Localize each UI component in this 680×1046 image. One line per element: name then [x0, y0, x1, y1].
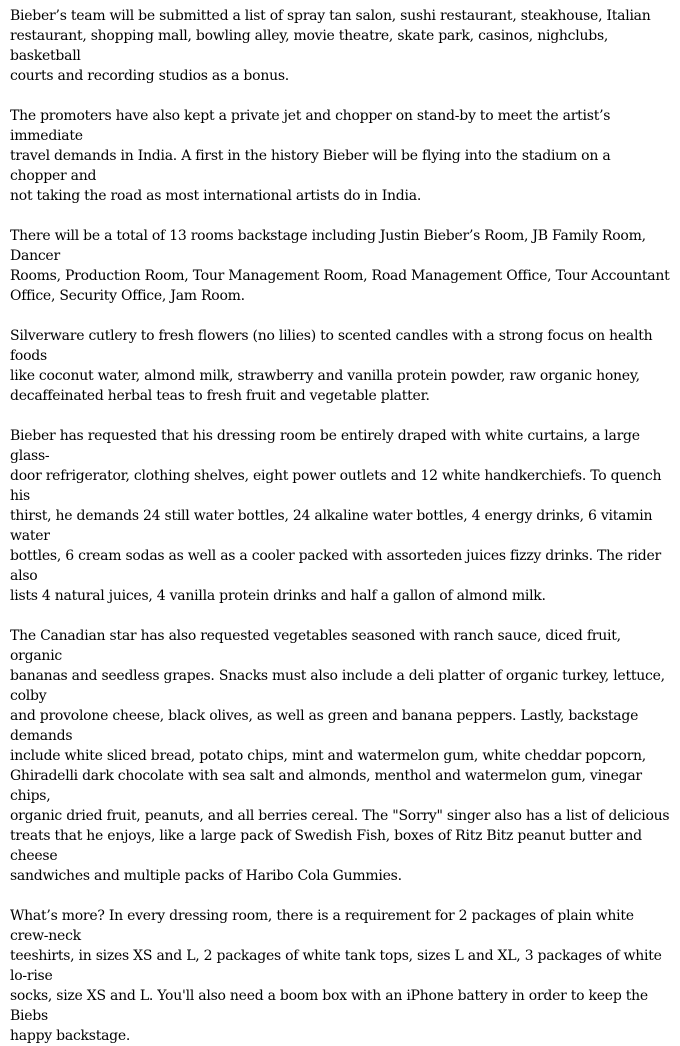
- paragraph-amenities: Silverware cutlery to fresh flowers (no lilies) to scented candles with a strong focus on health foods like coconut water, almond milk, strawberry and vanilla protein powder, raw organic honey, decaffeinated herbal teas to fresh fruit and vegetable platter.: [10, 328, 653, 404]
- paragraph-dressing-room: Bieber has requested that his dressing room be entirely draped with white curtains, a large glass- door refrigerator, clothing shelves, eight power outlets and 12 white handkerchiefs. To quench his thirst, he demands 24 still water bottles, 24 alkaline water bottles, 4 energy drinks, 6 vitamin water bottles, 6 cream sodas as well as a cooler packed with assorteden juices fizzy drinks. The rider also lists 4 natural juices, 4 vanilla protein drinks and half a gallon of almond milk.: [10, 428, 662, 604]
- paragraph-venue-list: Bieber’s team will be submitted a list of spray tan salon, sushi restaurant, steakhouse, Italian restaurant, shopping mall, bowling alley, movie theatre, skate park, casinos, nighclubs, basketball courts and recording studios as a bonus.: [10, 8, 651, 84]
- paragraph-clothing: What’s more? In every dressing room, there is a requirement for 2 packages of plain white crew-neck teeshirts, in sizes XS and L, 2 packages of white tank tops, sizes L and XL, 3 packages of white lo-rise socks, size XS and L. You'll also need a boom box with an iPhone battery in order to keep the Biebs happy backstage.: [10, 908, 662, 1044]
- paragraph-backstage-rooms: There will be a total of 13 rooms backstage including Justin Bieber’s Room, JB Family Room, Dancer Rooms, Production Room, Tour Management Room, Road Management Office, Tour Accountant Office, Security Office, Jam Room.: [10, 228, 670, 304]
- paragraph-food: The Canadian star has also requested vegetables seasoned with ranch sauce, diced fruit, organic bananas and seedless grapes. Snacks must also include a deli platter of organic turkey, lettuce, colby and provolone cheese, black olives, as well as green and banana peppers. Lastly, backstage demands include white sliced bread, potato chips, mint and watermelon gum, white cheddar popcorn, Ghiradelli dark chocolate with sea salt and almonds, menthol and watermelon gum, vinegar chips, organic dried fruit, peanuts, and all berries cereal. The "Sorry" singer also has a list of delicious treats that he enjoys, like a large pack of Swedish Fish, boxes of Ritz Bitz peanut butter and cheese sandwiches and multiple packs of Haribo Cola Gummies.: [10, 628, 670, 884]
- paragraph-travel: The promoters have also kept a private jet and chopper on stand-by to meet the artist’s immediate travel demands in India. A first in the history Bieber will be flying into the stadium on a chopper and not taking the road as most international artists do in India.: [10, 108, 611, 204]
